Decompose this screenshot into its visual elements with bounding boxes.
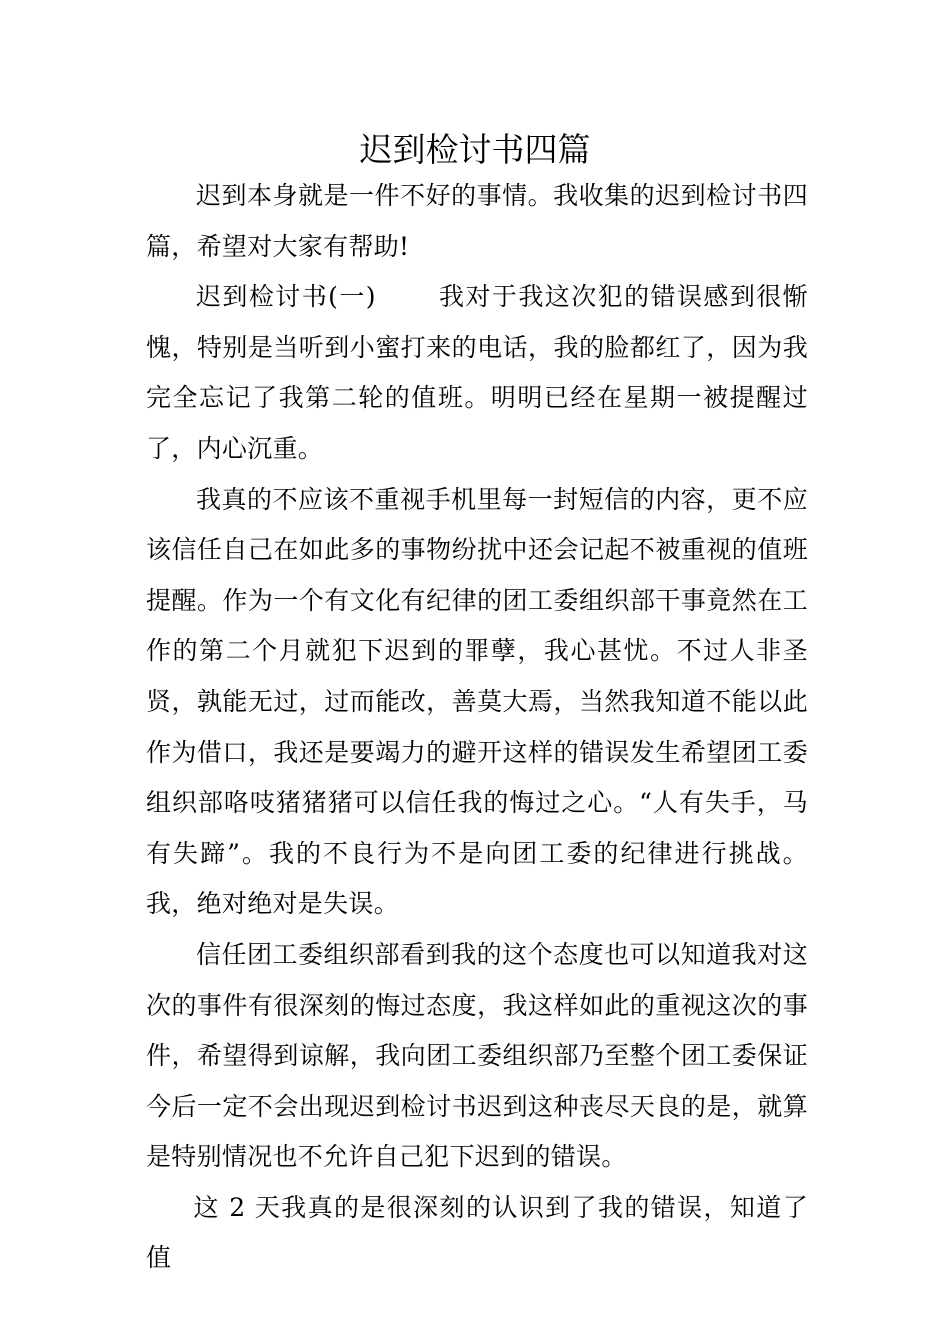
- document-body: [146, 171, 808, 1284]
- section1-paragraph: [146, 272, 808, 474]
- paragraph-3: 信任团工委组织部看到我的这个态度也可以知道我对这次的事件有很深刻的悔过态度，我这样如此的重视这次的事件，希望得到谅解，我向团工委组织部乃至整个团工委保证今后一定不会出现迟到检讨书迟到这种丧尽天良的是，就算是特别情况也不允许自己犯下迟到的错误。: [146, 939, 808, 1172]
- section1-heading: 迟到检讨书(一): [196, 282, 376, 312]
- paragraph-4: 这 2 天我真的是很深刻的认识到了我的错误，知道了值: [146, 1192, 808, 1273]
- section1-first-text: 我对于我这次犯的错误感到很惭愧，特别是当听到小蜜打来的电话，我的脸都红了，因为我完全忘记了我第二轮的值班。明明已经在星期一被提醒过了，内心沉重。: [146, 282, 808, 463]
- paragraph-2: 我真的不应该不重视手机里每一封短信的内容，更不应该信任自己在如此多的事物纷扰中还会记起不被重视的值班提醒。作为一个有文化有纪律的团工委组织部干事竟然在工作的第二个月就犯下迟到的罪孽，我心甚忧。不过人非圣贤，孰能无过，过而能改，善莫大焉，当然我知道不能以此作为借口，我还是要竭力的避开这样的错误发生希望团工委组织部咯吱猪猪猪可以信任我的悔过之心。“人有失手，马有失蹄”。我的不良行为不是向团工委的纪律进行挑战。我，绝对绝对是失误。: [146, 484, 808, 919]
- document-title: 迟到检讨书四篇: [359, 130, 591, 169]
- intro-paragraph: 迟到本身就是一件不好的事情。我收集的迟到检讨书四篇，希望对大家有帮助!: [146, 181, 808, 261]
